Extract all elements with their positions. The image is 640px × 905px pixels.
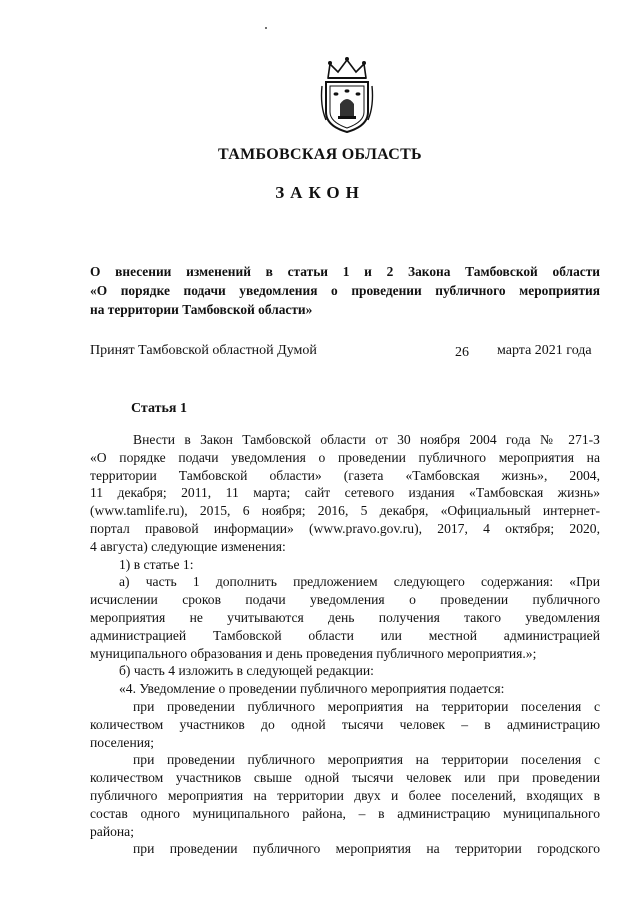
adoption-day: 26 (455, 345, 469, 360)
body-line: 1) в статье 1: (119, 556, 194, 572)
body-line: (www.tamlife.ru), 2015, 6 ноября; 2016, 5 декабря, «Официальный интернет- (90, 503, 600, 519)
adoption-date: марта 2021 года (497, 343, 592, 358)
law-title-line: О внесении изменений в статьи 1 и 2 Закона Тамбовской области (90, 264, 600, 279)
adoption-body: Принят Тамбовской областной Думой (90, 343, 317, 358)
document-type-heading: ЗАКОН (275, 183, 365, 202)
law-title (90, 262, 600, 319)
body-line: б) часть 4 изложить в следующей редакции: (119, 663, 374, 679)
coat-of-arms-emblem (318, 56, 376, 134)
body-line: территории Тамбовской области» (газета «Тамбовская жизнь», 2004, (90, 467, 600, 483)
body-line: при проведении публичного мероприятия на территории городского (133, 841, 600, 857)
law-title-line: на территории Тамбовской области» (90, 302, 313, 317)
body-line: а) часть 1 дополнить предложением следующего содержания: «При (119, 574, 600, 590)
body-line: при проведении публичного мероприятия на территории поселения с (133, 698, 600, 714)
scan-speck (265, 27, 267, 29)
region-heading: ТАМБОВСКАЯ ОБЛАСТЬ (218, 146, 422, 163)
body-line: «О порядке подачи уведомления о проведении публичного мероприятия на (90, 449, 600, 465)
body-line: при проведении публичного мероприятия на территории поселения с (133, 752, 600, 768)
body-line: Внести в Закон Тамбовской области от 30 ноября 2004 года № 271-З (133, 432, 600, 447)
body-line: количеством участников до одной тысячи человек – в администрацию (90, 716, 600, 732)
body-line: портал правовой информации» (www.pravo.gov.ru), 2017, 4 октября; 2020, (90, 520, 600, 536)
body-line: муниципального образования и день проведения публичного мероприятия.»; (90, 645, 537, 661)
body-line: состав одного муниципального района, – в администрацию муниципального (90, 805, 600, 821)
body-line: поселения; (90, 734, 155, 750)
body-line: мероприятия не учитываются день получения такого уведомления (90, 609, 600, 625)
article-heading: Статья 1 (131, 401, 187, 416)
body-line: «4. Уведомление о проведении публичного мероприятия подается: (119, 681, 505, 697)
law-title-line: «О порядке подачи уведомления о проведении публичного мероприятия (90, 283, 600, 298)
body-line: количеством участников свыше одной тысячи человек или при проведении (90, 770, 600, 786)
body-line: исчислении сроков подачи уведомления о проведении публичного (90, 592, 600, 608)
body-line: 4 августа) следующие изменения: (90, 538, 286, 554)
body-line: 11 декабря; 2011, 11 марта; сайт сетевого издания «Тамбовская жизнь» (90, 485, 600, 501)
article-body (90, 431, 600, 858)
body-line: района; (90, 823, 134, 839)
body-line: публичного мероприятия на территории двух и более поселений, входящих в (90, 787, 600, 803)
body-line: администрацией Тамбовской области или местной администрацией (90, 627, 600, 643)
